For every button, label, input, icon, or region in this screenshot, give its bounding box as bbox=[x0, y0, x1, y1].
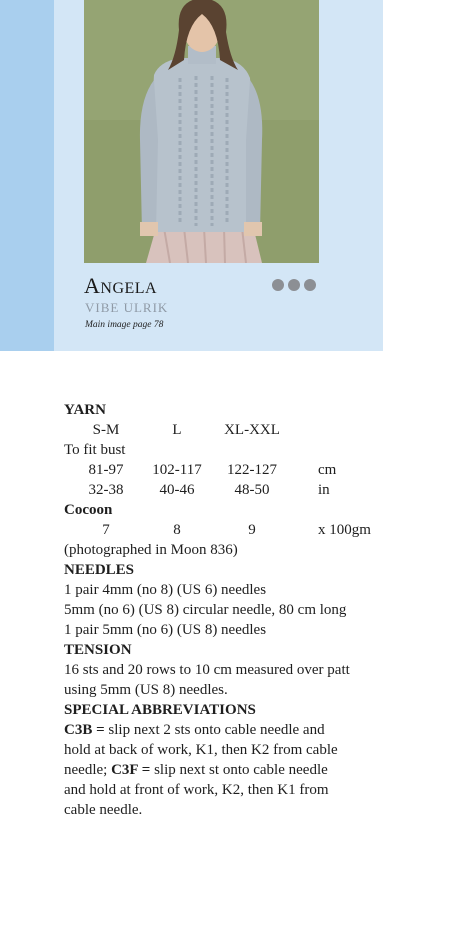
cocoon-heading: Cocoon bbox=[64, 502, 113, 518]
size-header-row bbox=[64, 420, 394, 440]
pattern-title bbox=[84, 273, 157, 299]
size-label: S-M bbox=[92, 422, 120, 438]
pattern-details bbox=[64, 400, 394, 820]
bust-in-value: 32-38 bbox=[88, 482, 124, 498]
bust-cm-value: 81-97 bbox=[88, 462, 124, 478]
cocoon-note: (photographed in Moon 836) bbox=[64, 542, 238, 558]
cocoon-qty: 8 bbox=[173, 522, 181, 538]
cocoon-qty: 9 bbox=[248, 522, 256, 538]
difficulty-dot-icon bbox=[272, 279, 284, 291]
bust-in-value: 48-50 bbox=[234, 482, 270, 498]
size-label: L bbox=[172, 422, 182, 438]
fit-bust-label: To fit bust bbox=[64, 442, 126, 458]
yarn-heading: YARN bbox=[64, 402, 106, 418]
tension-line: using 5mm (US 8) needles. bbox=[64, 682, 228, 698]
bust-cm-value: 122-127 bbox=[227, 462, 277, 478]
c3f-term: C3F = bbox=[111, 762, 151, 778]
abbreviations-heading: SPECIAL ABBREVIATIONS bbox=[64, 702, 256, 718]
title-initial: A bbox=[84, 273, 101, 298]
designer-name: VIBE ULRIK bbox=[85, 300, 169, 315]
cocoon-qty-row bbox=[64, 520, 394, 540]
c3b-term: C3B = bbox=[64, 722, 105, 738]
cocoon-unit: x 100gm bbox=[318, 522, 371, 538]
c3b-definition: slip next 2 sts onto cable needle and bbox=[104, 722, 325, 738]
bust-cm-value: 102-117 bbox=[152, 462, 202, 478]
difficulty-dots bbox=[272, 279, 316, 291]
left-color-band bbox=[0, 0, 54, 351]
abbreviation-line: hold at back of work, K1, then K2 from cable bbox=[64, 742, 338, 758]
bust-cm-row bbox=[64, 460, 394, 480]
size-label: XL-XXL bbox=[224, 422, 280, 438]
needles-line: 1 pair 4mm (no 8) (US 6) needles bbox=[64, 582, 267, 598]
abbreviation-line: and hold at front of work, K2, then K1 from bbox=[64, 782, 329, 798]
unit-in: in bbox=[318, 482, 330, 498]
c3f-definition: slip next st onto cable needle bbox=[150, 762, 328, 778]
abbreviation-line bbox=[64, 760, 394, 780]
main-image-page-ref: Main image page 78 bbox=[85, 320, 164, 330]
needles-line: 1 pair 5mm (no 6) (US 8) needles bbox=[64, 622, 267, 638]
abbreviation-line bbox=[64, 720, 394, 740]
bust-in-value: 40-46 bbox=[159, 482, 195, 498]
difficulty-dot-icon bbox=[304, 279, 316, 291]
abbreviation-line: cable needle. bbox=[64, 802, 143, 818]
cocoon-qty: 7 bbox=[102, 522, 110, 538]
abbreviation-text: needle; bbox=[64, 762, 112, 778]
needles-line: 5mm (no 6) (US 8) circular needle, 80 cm long bbox=[64, 602, 347, 618]
title-rest: NGELA bbox=[100, 280, 158, 297]
tension-line: 16 sts and 20 rows to 10 cm measured over patt bbox=[64, 662, 350, 678]
needles-heading: NEEDLES bbox=[64, 562, 135, 578]
difficulty-dot-icon bbox=[288, 279, 300, 291]
model-photo-illustration bbox=[84, 0, 319, 263]
unit-cm: cm bbox=[318, 462, 337, 478]
bust-in-row bbox=[64, 480, 394, 500]
model-photo bbox=[84, 0, 319, 263]
tension-heading: TENSION bbox=[64, 642, 132, 658]
